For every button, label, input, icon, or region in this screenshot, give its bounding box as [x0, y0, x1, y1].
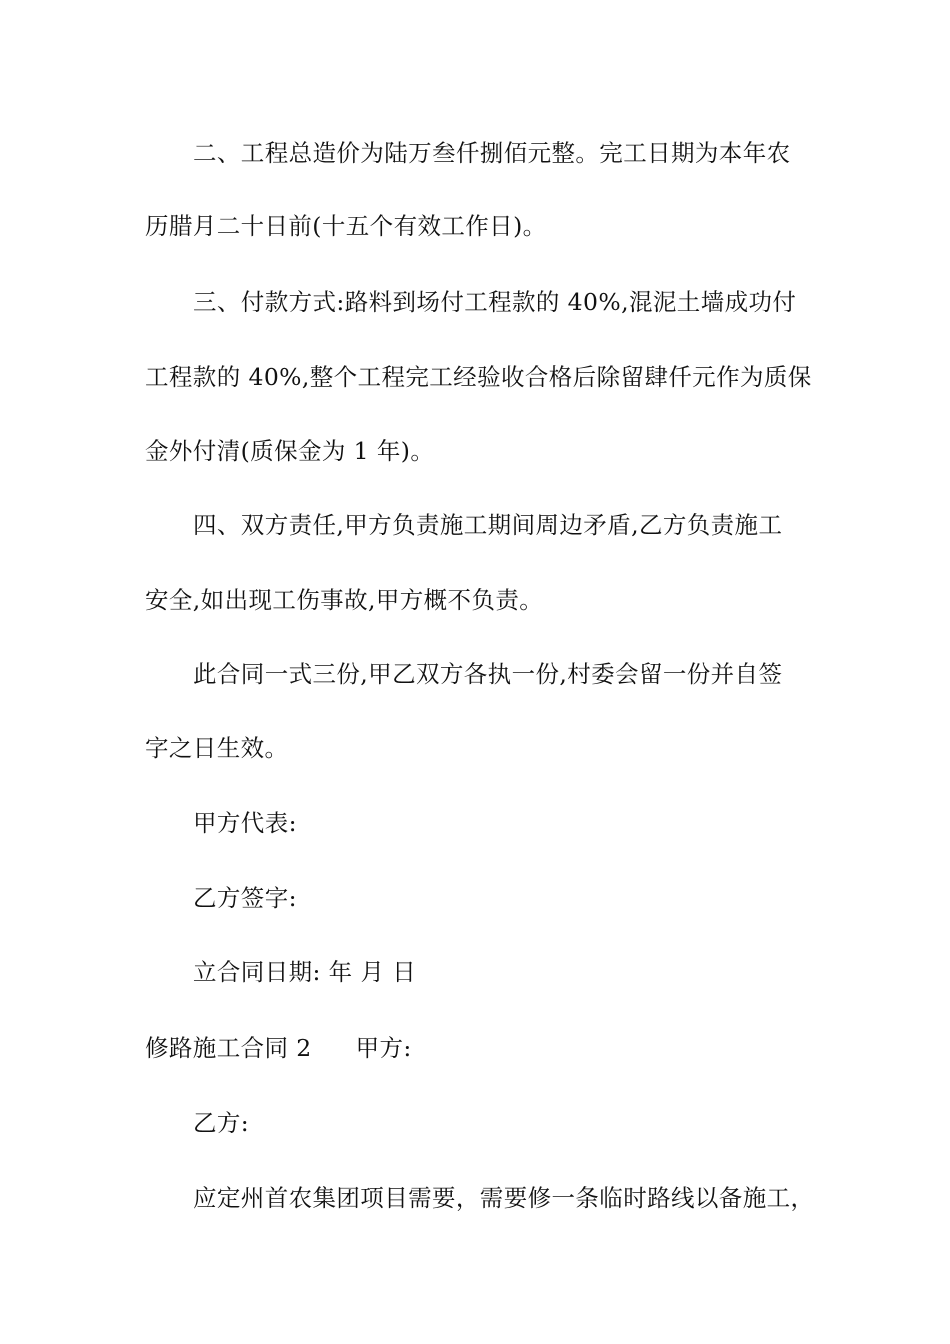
contract-date: 立合同日期: 年 月 日: [193, 958, 417, 986]
clause-3-line-2: 工程款的 40%,整个工程完工经验收合格后除留肆仟元作为质保: [145, 363, 812, 391]
contract-2-title: 修路施工合同 2: [145, 1034, 312, 1062]
party-a-representative: 甲方代表:: [193, 809, 297, 837]
clause-3-line-3: 金外付清(质保金为 1 年)。: [145, 437, 435, 465]
contract-2-party-a: 甲方:: [355, 1034, 412, 1062]
contract-2-party-b: 乙方:: [193, 1109, 250, 1137]
clause-4-line-2: 安全,如出现工伤事故,甲方概不负责。: [145, 586, 544, 614]
party-b-signature: 乙方签字:: [193, 884, 297, 912]
contract-2-heading-row: [145, 1033, 412, 1063]
clause-3-line-1: 三、付款方式:路料到场付工程款的 40%,混泥土墙成功付: [193, 288, 797, 316]
clause-4-line-1: 四、双方责任,甲方负责施工期间周边矛盾,乙方负责施工: [193, 511, 783, 539]
copies-line-1: 此合同一式三份,甲乙双方各执一份,村委会留一份并自签: [193, 660, 783, 688]
contract-2-intro: 应定州首农集团项目需要，需要修一条临时路线以备施工，: [193, 1184, 815, 1212]
clause-2-line-1: 二、工程总造价为陆万叁仟捌佰元整。完工日期为本年农: [193, 139, 791, 167]
copies-line-2: 字之日生效。: [145, 734, 289, 762]
clause-2-line-2: 历腊月二十日前(十五个有效工作日)。: [145, 212, 547, 240]
